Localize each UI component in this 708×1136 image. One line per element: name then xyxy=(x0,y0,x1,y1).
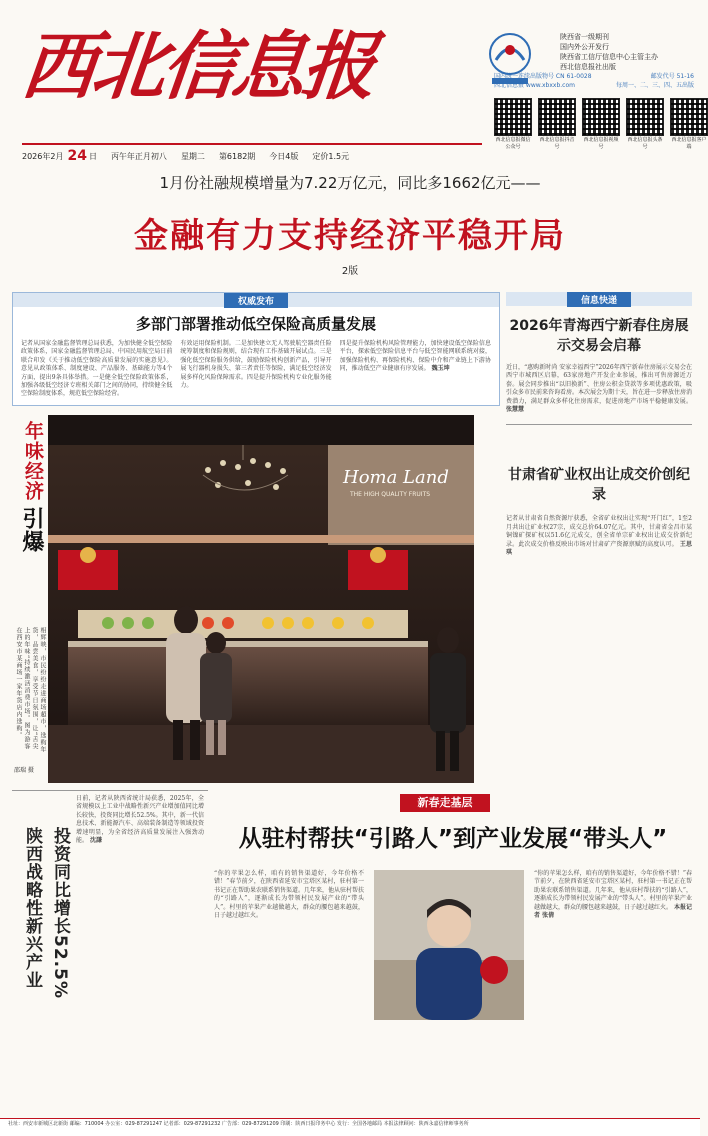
qr-code-icon xyxy=(670,98,708,136)
section-bar xyxy=(506,292,692,306)
feature-story xyxy=(214,790,692,1112)
store-sign: Homa Land xyxy=(343,467,449,488)
qr-code-icon xyxy=(626,98,664,136)
photo-title: 引爆 xyxy=(19,507,44,553)
footer: 社址：西安市新城区北新街 邮编：710004 办公室：029-87291247 记者部：029-87291232 广告部：029-87291209 印刷：陕西日报印务中心 发行：全国各地邮局 本报法律顾问：陕西永嘉信律师事务所 xyxy=(0,1118,700,1136)
vertical-story xyxy=(12,790,208,1111)
newspaper-logo: 西北信息报 xyxy=(17,24,377,110)
sponsor-line: 西北信息报社出版 xyxy=(560,63,616,71)
byline: 魏玉坤 xyxy=(431,365,450,373)
feature-photo xyxy=(374,870,524,1020)
dateline xyxy=(22,143,482,165)
byline: 本报记者 张倩 xyxy=(534,903,692,920)
lunar-date: 丙午年正月初八 xyxy=(110,151,167,161)
item2-body: 记者从甘肃省自然资源厅获悉，全省矿业权出让实现“开门红”，1至2月共出让矿业权27宗，成交总价64.07亿元。其中，甘肃省金昌市某铜镍矿探矿权以51.6亿元成交，创全省单宗矿业权出让成交价新纪录。此次成交价格反映出市场对甘肃矿产资源禀赋的高度认可。 王思琪 xyxy=(506,515,692,557)
story-title-1: 投资同比增长52.5% xyxy=(50,827,70,999)
page-count: 今日4版 xyxy=(269,151,299,161)
column-tag: 新春走基层 xyxy=(400,794,490,812)
byline: 王思琪 xyxy=(506,540,692,557)
masthead xyxy=(0,0,707,150)
byline: 张慧慧 xyxy=(506,406,525,414)
policy-col-1: 记者从国家金融监督管理总局获悉，为加快健全低空保险政策体系，国家金融监督管理总局、中国民用航空局日前联合印发《关于推动低空保险高质量发展的实施意见》。意见从政策体系、制度建设、产品服务、基础能力等4个方面，提出9条具体举措。一是健全低空保险政策体系，加强各级低空经济专班相关部门之间的协同，持续健全低空保险制度体系，规范低空保险经营。 xyxy=(21,340,173,398)
qr-code-icon xyxy=(538,98,576,136)
issue-number: 第6182期 xyxy=(218,151,256,161)
qr-codes xyxy=(494,98,707,160)
photo-byline: 邵瑞 摄 xyxy=(14,767,34,774)
cn-number: 国内统一连续出版物号 CN 61-0028 xyxy=(494,73,592,80)
qr-caption: 西北信息报视频号 xyxy=(583,137,619,150)
qr-code-icon xyxy=(494,98,532,136)
section-label: 信息快递 xyxy=(567,292,631,307)
feature-body-cont: “你的苹果怎么样，咱有的销售渠道好，今年价格不错！”春节前夕，在陕西省延安市宝塔区某村，驻村第一书记正在帮助果农联系销售渠道。几年来，他从驻村帮扶的“引路人”，逐渐成长为带领村民发展产业的“带头人”。村里的苹果产业越做越大，群众的腰包越来越鼓，日子越过越红火。 本报记者 张倩 xyxy=(534,870,692,920)
sponsor-line: 国内外公开发行 xyxy=(560,43,609,51)
lead-kicker: 1月份社融规模增量为7.22万亿元，同比多1662亿元—— xyxy=(159,174,541,192)
story-title-2: 陕西战略性新兴产业 xyxy=(22,827,42,989)
qr-code-icon xyxy=(582,98,620,136)
qr-caption: 西北信息报客户端 xyxy=(671,137,707,150)
post-code: 邮发代号 51-16 xyxy=(650,73,694,80)
date-year-month: 2026年2月 xyxy=(22,151,64,161)
item1-title: 2026年青海西宁新春住房展示交易会启幕 xyxy=(509,318,689,354)
divider xyxy=(506,424,692,425)
policy-box xyxy=(12,292,500,406)
feature-title: 从驻村帮扶“引路人”到产业发展“带头人” xyxy=(238,826,668,852)
feature-body: “你的苹果怎么样，咱有的销售渠道好，今年价格不错！”春节前夕，在陕西省延安市宝塔区某村，驻村第一书记正在帮助果农联系销售渠道。几年来，他从驻村帮扶的“引路人”，逐渐成长为带领村民发展产业的“带头人”。村里的苹果产业越做越大，群众的腰包越来越鼓，日子越过越红火。 xyxy=(214,870,365,920)
issue-days: 每周一、二、三、四、五出版 xyxy=(615,82,694,89)
date-day: 24 xyxy=(67,148,87,164)
item2-title: 甘肃省矿业权出让成交价创纪录 xyxy=(508,467,690,504)
photo-caption: 相辉映，市民纷纷走进商场超市，选购年货，品尝美食，享受节日氛围，让“舌尖上的年味”持续激活消费市场。图为游客在西安市某商场一家年货店内选购。 xyxy=(15,627,46,753)
sponsor-line: 陕西省一级期刊 xyxy=(560,33,609,41)
store-photo xyxy=(48,415,474,783)
section-label: 权威发布 xyxy=(224,293,288,308)
price: 定价1.5元 xyxy=(312,151,350,161)
sponsor-line: 陕西省工信厅信息中心主管主办 xyxy=(560,53,658,61)
website: 西北信息报 www.xbxxb.com xyxy=(494,82,575,89)
byline: 沈謙 xyxy=(89,837,102,845)
photo-tag: 年味经济 xyxy=(22,421,44,501)
policy-col-3: 四是提升保险机构风险管理能力，加快建设低空保险信息平台，探索低空保险信息平台与低空智能网联系统对接，加强保险机构、再保险机构、保险中介和产业链上下游协同，推动低空产业健康有序发展。 魏玉坤 xyxy=(339,340,491,373)
policy-col-2: 有效运用保险机制。二是加快建立无人驾驶航空器责任险统筹制度和保险规则，结合现有工作基础开展试点。三是强化低空保险服务供给，鼓励保险机构创新产品，引导开展飞行器机身损失、第三者责任等保险，满足低空经济发展多样化风险保障需求。四是提升保险机构专业化服务能力。 xyxy=(180,340,332,390)
qr-caption: 西北信息报头条号 xyxy=(627,137,663,150)
date-day-label: 日 xyxy=(88,151,97,161)
story-body: 日前，记者从陕西省统计局获悉，2025年，全省规模以上工业中战略性新兴产业增加值同比增长较快，投资同比增长52.5%。其中，新一代信息技术、新能源汽车、高端装备制造等领域投资增速明显，为全省经济高质量发展注入强劲动能。 沈謙 xyxy=(76,795,204,845)
edition-ref: 2版 xyxy=(341,266,359,277)
store-sign-sub: THE HIGH QUALITY FRUITS xyxy=(350,491,431,498)
section-bar xyxy=(13,293,499,307)
item1-body: 近日，“惠购新时尚 安家幸福西宁”2026年西宁新春住房展示交易会在西宁市城西区启幕，63家房地产开发企业参展，推出可售房源近万套。展会同步推出“以旧换新”、住房公积金贷款等多项优惠政策，吸引众多市民前来咨询看房。本次展会为期十天，旨在进一步释放住房消费潜力，满足群众多样化住房需求，促进房地产市场平稳健康发展。 张慧慧 xyxy=(506,364,693,414)
qr-caption: 西北信息报微信公众号 xyxy=(495,137,531,150)
lead-headline: 金融有力支持经济平稳开局 xyxy=(134,216,566,256)
info-quick-column xyxy=(506,292,692,788)
photo-feature-side xyxy=(12,415,46,783)
weekday: 星期二 xyxy=(180,151,205,161)
policy-title: 多部门部署推动低空保险高质量发展 xyxy=(135,315,376,333)
qr-caption: 西北信息报抖音号 xyxy=(539,137,575,150)
